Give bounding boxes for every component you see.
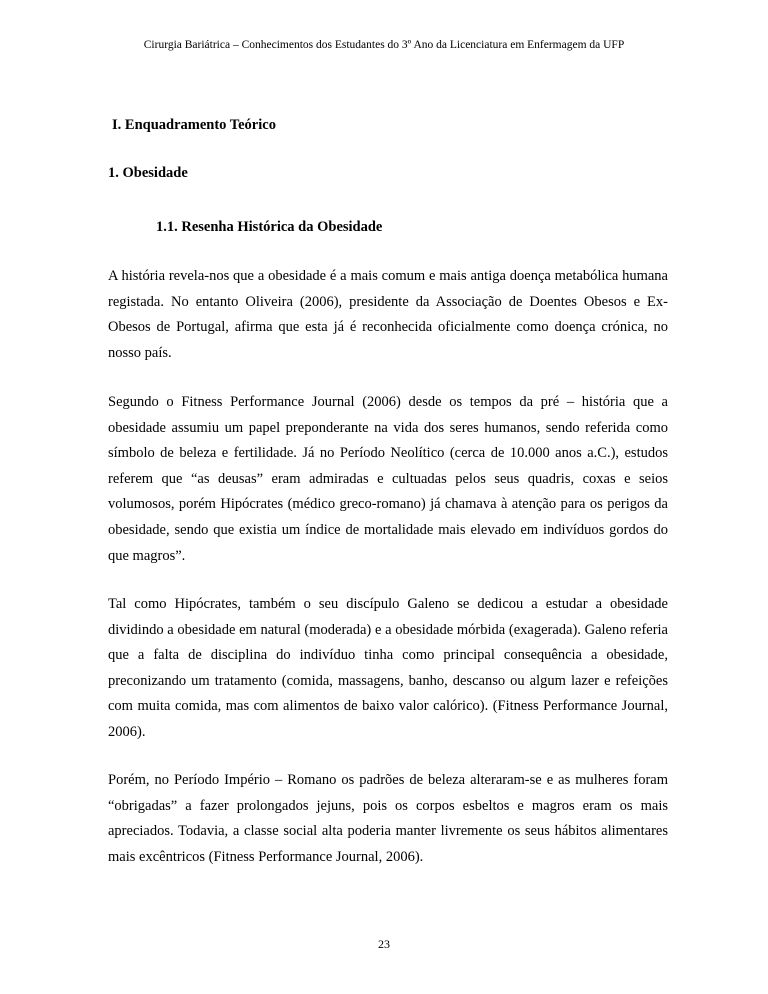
- section-heading: I. Enquadramento Teórico: [112, 117, 276, 133]
- body-paragraph: Porém, no Período Império – Romano os padrões de beleza alteraram-se e as mulheres foram “obrigadas” a fazer prolongados jejuns, pois os corpos esbeltos e magros eram os mais apreciados. Todavia, a classe social alta poderia manter livremente os seus hábitos alimentares mais excêntricos (Fitness Performance Journal, 2006).: [108, 772, 668, 865]
- running-header: Cirurgia Bariátrica – Conhecimentos dos Estudantes do 3º Ano da Licenciatura em Enfermagem da UFP: [143, 39, 625, 51]
- body-paragraph: Tal como Hipócrates, também o seu discípulo Galeno se dedicou a estudar a obesidade dividindo a obesidade em natural (moderada) e a obesidade mórbida (exagerada). Galeno referia que a falta de disciplina do indivíduo tinha como principal consequência a obesidade, preconizando um tratamento (comida, massagens, banho, descanso ou algum lazer e refeições com muita comida, mas com alimentos de baixo valor calórico). (Fitness Performance Journal, 2006).: [108, 596, 668, 740]
- chapter-heading: 1. Obesidade: [108, 165, 188, 181]
- subchapter-heading: 1.1. Resenha Histórica da Obesidade: [156, 219, 383, 235]
- body-paragraph: A história revela-nos que a obesidade é a mais comum e mais antiga doença metabólica humana registada. No entanto Oliveira (2006), presidente da Associação de Doentes Obesos e Ex-Obesos de Portugal, afirma que esta já é reconhecida oficialmente como doença crónica, no nosso país.: [108, 268, 668, 361]
- body-paragraph: Segundo o Fitness Performance Journal (2006) desde os tempos da pré – história que a obesidade assumiu um papel preponderante na vida dos seres humanos, sendo referida como símbolo de beleza e fertilidade. Já no Período Neolítico (cerca de 10.000 anos a.C.), estudos referem que “as deusas” eram admiradas e cultuadas pelos seus quadris, coxas e seios volumosos, porém Hipócrates (médico greco-romano) já chamava à atenção para os perigos da obesidade, sendo que existia um índice de mortalidade mais elevado em indivíduos gordos do que magros”.: [108, 394, 668, 564]
- page-number: 23: [378, 937, 390, 951]
